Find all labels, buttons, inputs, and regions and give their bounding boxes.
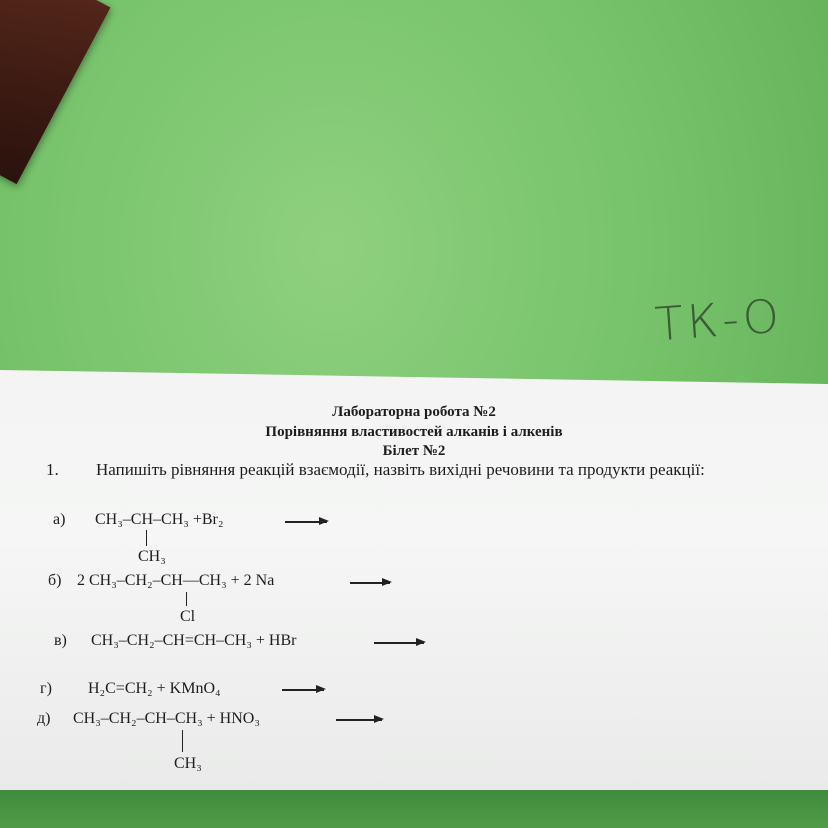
reaction-d-arrow bbox=[336, 719, 382, 721]
header-topic: Порівняння властивостей алканів і алкенів bbox=[265, 424, 563, 440]
task-1 bbox=[46, 460, 798, 479]
reaction-b-equation: 2 CH₃–CH₂–CH—CH₃ + 2 Na bbox=[77, 572, 275, 589]
reaction-a-equation: CH₃–CH–CH₃ +Br₂ bbox=[95, 511, 224, 528]
reaction-g-label: г) bbox=[40, 680, 52, 697]
board-bottom bbox=[0, 790, 828, 828]
reaction-a-arrow bbox=[285, 521, 327, 523]
reaction-v-equation: CH₃–CH₂–CH=CH–CH₃ + HBr bbox=[91, 632, 297, 649]
handwritten-note: ТК-О bbox=[653, 288, 785, 352]
reaction-d-branch: CH₃ bbox=[174, 755, 202, 772]
reaction-v-label: в) bbox=[54, 632, 67, 649]
header-lab-title: Лабораторна робота №2 bbox=[332, 404, 496, 420]
reaction-a-bond bbox=[146, 530, 147, 546]
wooden-edge bbox=[0, 0, 111, 184]
header-ticket: Білет №2 bbox=[382, 443, 446, 459]
reaction-b-bond bbox=[186, 592, 187, 606]
task-number: 1. bbox=[46, 460, 59, 479]
reaction-d-label: д) bbox=[37, 710, 51, 727]
reaction-a-branch: CH₃ bbox=[138, 548, 166, 565]
reaction-b-arrow bbox=[350, 582, 390, 584]
reaction-v-arrow bbox=[374, 642, 424, 644]
reaction-d-equation: CH₃–CH₂–CH–CH₃ + HNO₃ bbox=[73, 710, 260, 727]
reaction-d-bond bbox=[182, 730, 183, 752]
reaction-b-branch: Cl bbox=[180, 608, 196, 625]
task-text: Напишіть рівняння реакцій взаємодії, назвіть вихідні речовини та продукти реакції: bbox=[96, 460, 705, 479]
reaction-b-label: б) bbox=[48, 572, 62, 589]
reaction-a-label: а) bbox=[53, 511, 66, 528]
reaction-g-equation: H₂C=CH₂ + KMnO₄ bbox=[88, 680, 221, 697]
reaction-g-arrow bbox=[282, 689, 324, 691]
